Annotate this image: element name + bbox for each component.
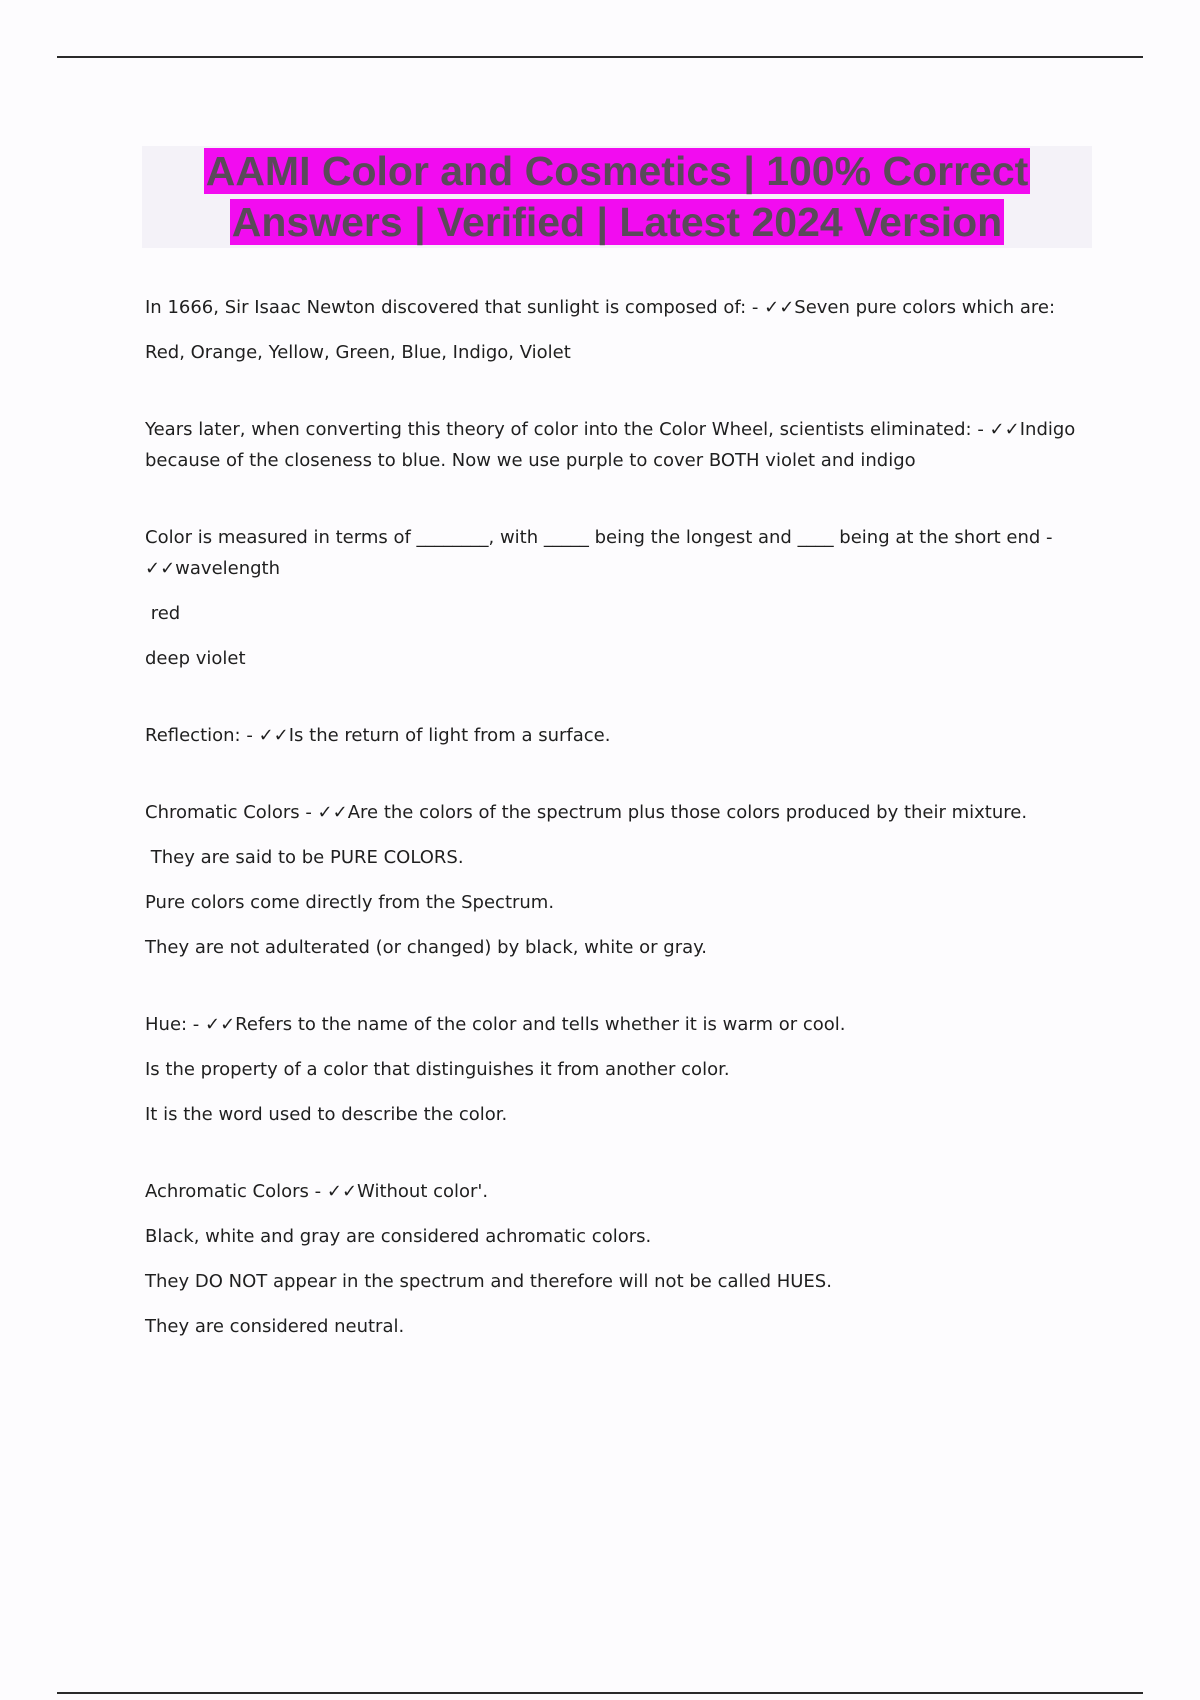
footer-rule [57, 1692, 1143, 1694]
qa-line: Achromatic Colors - ✓✓Without color'. [145, 1181, 489, 1202]
qa-item [145, 414, 1085, 476]
qa-line: Reflection: - ✓✓Is the return of light from a surface. [145, 725, 611, 746]
qa-line: Color is measured in terms of ________, with _____ being the longest and ____ being at the short end - ✓✓wavelength [145, 527, 1053, 579]
qa-line: Pure colors come directly from the Spectrum. [145, 892, 555, 913]
qa-line: In 1666, Sir Isaac Newton discovered that sunlight is composed of: - ✓✓Seven pure colors which are: [145, 297, 1056, 318]
qa-line: Chromatic Colors - ✓✓Are the colors of the spectrum plus those colors produced by their mixture. [145, 802, 1028, 823]
qa-line: Red, Orange, Yellow, Green, Blue, Indigo, Violet [145, 342, 571, 363]
qa-line: It is the word used to describe the color. [145, 1104, 508, 1125]
header-rule [57, 56, 1143, 58]
title-line-2: Answers | Verified | Latest 2024 Version [231, 199, 1003, 245]
qa-line: They are said to be PURE COLORS. [145, 847, 464, 868]
qa-line: They are not adulterated (or changed) by black, white or gray. [145, 937, 707, 958]
qa-list [145, 292, 1085, 1342]
qa-item [145, 1009, 1085, 1130]
qa-line: deep violet [145, 648, 246, 669]
qa-item [145, 720, 1085, 751]
qa-line: Years later, when converting this theory of color into the Color Wheel, scientists eliminated: - ✓✓Indigo because of the closeness to blue. Now we use purple to cover BOTH violet and indigo [145, 419, 1076, 471]
qa-line: Is the property of a color that distinguishes it from another color. [145, 1059, 730, 1080]
document-title [142, 146, 1092, 248]
qa-line: Black, white and gray are considered achromatic colors. [145, 1226, 652, 1247]
qa-item [145, 1176, 1085, 1342]
title-line-1: AAMI Color and Cosmetics | 100% Correct [205, 148, 1029, 194]
qa-item [145, 522, 1085, 674]
qa-line: They DO NOT appear in the spectrum and therefore will not be called HUES. [145, 1271, 832, 1292]
qa-line: Hue: - ✓✓Refers to the name of the color and tells whether it is warm or cool. [145, 1014, 846, 1035]
qa-item [145, 292, 1085, 368]
qa-line: red [145, 603, 181, 624]
qa-item [145, 797, 1085, 963]
qa-line: They are considered neutral. [145, 1316, 405, 1337]
